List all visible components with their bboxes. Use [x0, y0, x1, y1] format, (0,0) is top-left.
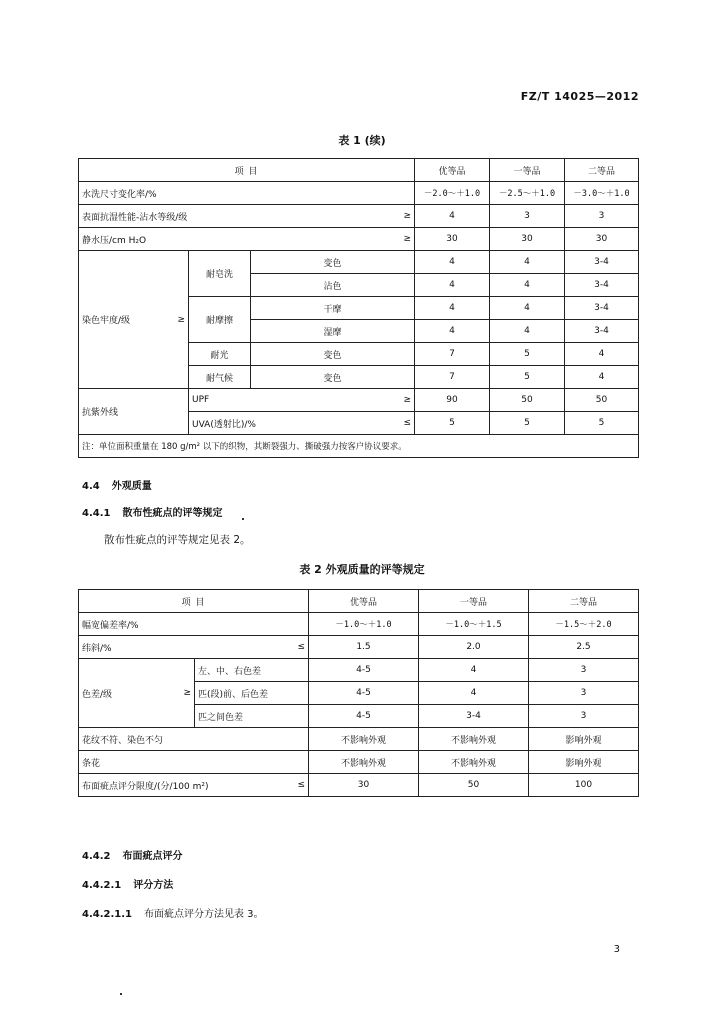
row-label: 条花 — [79, 751, 309, 774]
cell-value: 50 — [490, 389, 565, 412]
sub-label: 耐摩擦 — [189, 297, 251, 343]
table2-caption: 表 2 外观质量的评等规定 — [299, 563, 425, 576]
table2-header-grade1: 优等品 — [309, 590, 419, 613]
cell-value: 4 — [415, 205, 490, 228]
row-label-cell — [79, 636, 309, 659]
cell-value: 4 — [565, 343, 639, 366]
cell-value: 2.0 — [419, 636, 529, 659]
row-label: 布面疵点评分限度/(分/100 m²) — [82, 781, 209, 792]
cell-value: 影响外观 — [529, 728, 639, 751]
sub-item: 变色 — [251, 366, 415, 389]
cell-value: 不影响外观 — [419, 728, 529, 751]
sub-item: 干摩 — [251, 297, 415, 320]
symbol-gte: ≥ — [177, 314, 185, 325]
cell-value: 3 — [565, 205, 639, 228]
table2-header-grade3: 二等品 — [529, 590, 639, 613]
symbol-lte: ≤ — [297, 642, 305, 652]
cell-value: 30 — [565, 228, 639, 251]
row-label-cell — [79, 205, 415, 228]
row-label-cell — [79, 228, 415, 251]
cell-value: 30 — [415, 228, 490, 251]
cell-value: 不影响外观 — [309, 728, 419, 751]
fastness-label-cell — [79, 251, 189, 389]
section-heading — [82, 876, 173, 891]
table-row — [79, 205, 639, 228]
section-number: 4.4.2.1 — [82, 880, 122, 891]
table1-header-grade1: 优等品 — [415, 159, 490, 182]
sub-label-cell — [189, 389, 415, 412]
symbol-lte: ≤ — [403, 418, 412, 428]
sub-label: UVA(透射比)/% — [192, 419, 256, 430]
table-row — [79, 774, 639, 797]
scan-speck — [120, 993, 122, 995]
row-label: 纬斜/% — [82, 643, 112, 654]
cell-value: －2.5～＋1.0 — [490, 182, 565, 205]
cell-value: 4-5 — [309, 682, 419, 705]
cell-value: 不影响外观 — [309, 751, 419, 774]
table-row — [79, 389, 639, 412]
cell-value: 3 — [529, 705, 639, 728]
table2 — [78, 589, 639, 797]
section-heading — [82, 477, 152, 492]
row-label-cell — [79, 774, 309, 797]
sub-item: 匹(段)前、后色差 — [195, 682, 309, 705]
sub-item: 湿摩 — [251, 320, 415, 343]
sub-item: 匹之间色差 — [195, 705, 309, 728]
sub-label: UPF — [192, 395, 210, 405]
cell-value: 4 — [415, 320, 490, 343]
cell-value: 4 — [415, 251, 490, 274]
section-heading — [82, 905, 264, 920]
cell-value: 1.5 — [309, 636, 419, 659]
paragraph: 散布性疵点的评等规定见表 2。 — [104, 534, 251, 546]
cell-value: 4 — [490, 251, 565, 274]
cell-value: 影响外观 — [529, 751, 639, 774]
section-number: 4.4.1 — [82, 508, 111, 519]
cell-value: 5 — [565, 412, 639, 435]
section-title: 外观质量 — [111, 481, 152, 492]
table-row — [79, 228, 639, 251]
table-row — [79, 728, 639, 751]
table-row — [79, 751, 639, 774]
row-label: 染色牢度/级 — [82, 316, 131, 326]
table1-header-grade2: 一等品 — [490, 159, 565, 182]
cell-value: －1.0～＋1.5 — [419, 613, 529, 636]
cell-value: 4 — [490, 297, 565, 320]
table2-header-item: 项 目 — [79, 590, 309, 613]
cell-value: 4 — [565, 366, 639, 389]
cell-value: 3-4 — [565, 320, 639, 343]
section-title: 散布性疵点的评等规定 — [122, 508, 223, 519]
cell-value: 4-5 — [309, 705, 419, 728]
row-label: 幅宽偏差率/% — [79, 613, 309, 636]
table1-header-item: 项 目 — [79, 159, 415, 182]
sub-item: 左、中、右色差 — [195, 659, 309, 682]
cell-value: 不影响外观 — [419, 751, 529, 774]
cell-value: 5 — [490, 366, 565, 389]
cell-value: 7 — [415, 366, 490, 389]
table-note-row — [79, 435, 639, 458]
cell-value: 3-4 — [565, 251, 639, 274]
cell-value: 4 — [490, 274, 565, 297]
row-label: 花纹不符、染色不匀 — [79, 728, 309, 751]
page-number: 3 — [613, 944, 620, 955]
cell-value: 4 — [490, 320, 565, 343]
cell-value: 4 — [419, 682, 529, 705]
table1-header-grade3: 二等品 — [565, 159, 639, 182]
cell-value: －1.0～＋1.0 — [309, 613, 419, 636]
table-note: 注：单位面积重量在 180 g/m² 以下的织物，其断裂强力、撕破强力按客户协议要求。 — [79, 435, 639, 458]
cell-value: 50 — [419, 774, 529, 797]
row-label: 抗紫外线 — [79, 389, 189, 435]
table-row — [79, 613, 639, 636]
row-label: 静水压/cm H₂O — [82, 235, 147, 246]
section-text: 布面疵点评分方法见表 3。 — [144, 909, 264, 920]
cell-value: 3 — [529, 659, 639, 682]
table2-header-grade2: 一等品 — [419, 590, 529, 613]
cell-value: 4 — [415, 297, 490, 320]
sub-label: 耐气候 — [189, 366, 251, 389]
symbol-gte: ≥ — [403, 395, 412, 405]
cell-value: －2.0～＋1.0 — [415, 182, 490, 205]
section-number: 4.4 — [82, 481, 100, 492]
cell-value: 4 — [419, 659, 529, 682]
table1-caption: 表 1 (续) — [338, 134, 386, 147]
sub-label: 耐皂洗 — [189, 251, 251, 297]
row-label: 表面抗湿性能-沾水等级/级 — [82, 212, 188, 223]
table-row — [79, 659, 639, 682]
cell-value: 2.5 — [529, 636, 639, 659]
cell-value: －1.5～＋2.0 — [529, 613, 639, 636]
section-heading — [82, 847, 182, 862]
table1 — [78, 158, 639, 458]
cell-value: 30 — [309, 774, 419, 797]
cell-value: 3-4 — [419, 705, 529, 728]
sub-label: 耐光 — [189, 343, 251, 366]
sub-item: 变色 — [251, 343, 415, 366]
sub-label-cell — [189, 412, 415, 435]
cell-value: 4 — [415, 274, 490, 297]
section-heading — [82, 504, 222, 519]
section-number: 4.4.2.1.1 — [82, 909, 132, 920]
cell-value: 30 — [490, 228, 565, 251]
scan-speck — [242, 518, 244, 520]
table2-header-row — [79, 590, 639, 613]
section-title: 评分方法 — [133, 880, 174, 891]
cell-value: 3 — [490, 205, 565, 228]
cell-value: 3-4 — [565, 297, 639, 320]
standard-code: FZ/T 14025—2012 — [520, 90, 639, 103]
cell-value: 90 — [415, 389, 490, 412]
cell-value: 3-4 — [565, 274, 639, 297]
cell-value: 5 — [490, 343, 565, 366]
symbol-gte: ≥ — [403, 234, 412, 244]
table-row — [79, 182, 639, 205]
row-label: 色差/级 — [82, 689, 113, 700]
symbol-lte: ≤ — [297, 780, 305, 790]
cell-value: 5 — [415, 412, 490, 435]
symbol-gte: ≥ — [183, 688, 191, 698]
cell-value: 3 — [529, 682, 639, 705]
table1-header-row — [79, 159, 639, 182]
sub-item: 变色 — [251, 251, 415, 274]
table-row — [79, 251, 639, 274]
cell-value: 4-5 — [309, 659, 419, 682]
symbol-gte: ≥ — [403, 211, 412, 221]
cell-value: 5 — [490, 412, 565, 435]
section-number: 4.4.2 — [82, 851, 111, 862]
row-label: 水洗尺寸变化率/% — [79, 182, 415, 205]
cell-value: 100 — [529, 774, 639, 797]
color-diff-label-cell — [79, 659, 195, 728]
sub-item: 沾色 — [251, 274, 415, 297]
cell-value: －3.0～＋1.0 — [565, 182, 639, 205]
cell-value: 7 — [415, 343, 490, 366]
cell-value: 50 — [565, 389, 639, 412]
section-title: 布面疵点评分 — [122, 851, 183, 862]
table-row — [79, 636, 639, 659]
